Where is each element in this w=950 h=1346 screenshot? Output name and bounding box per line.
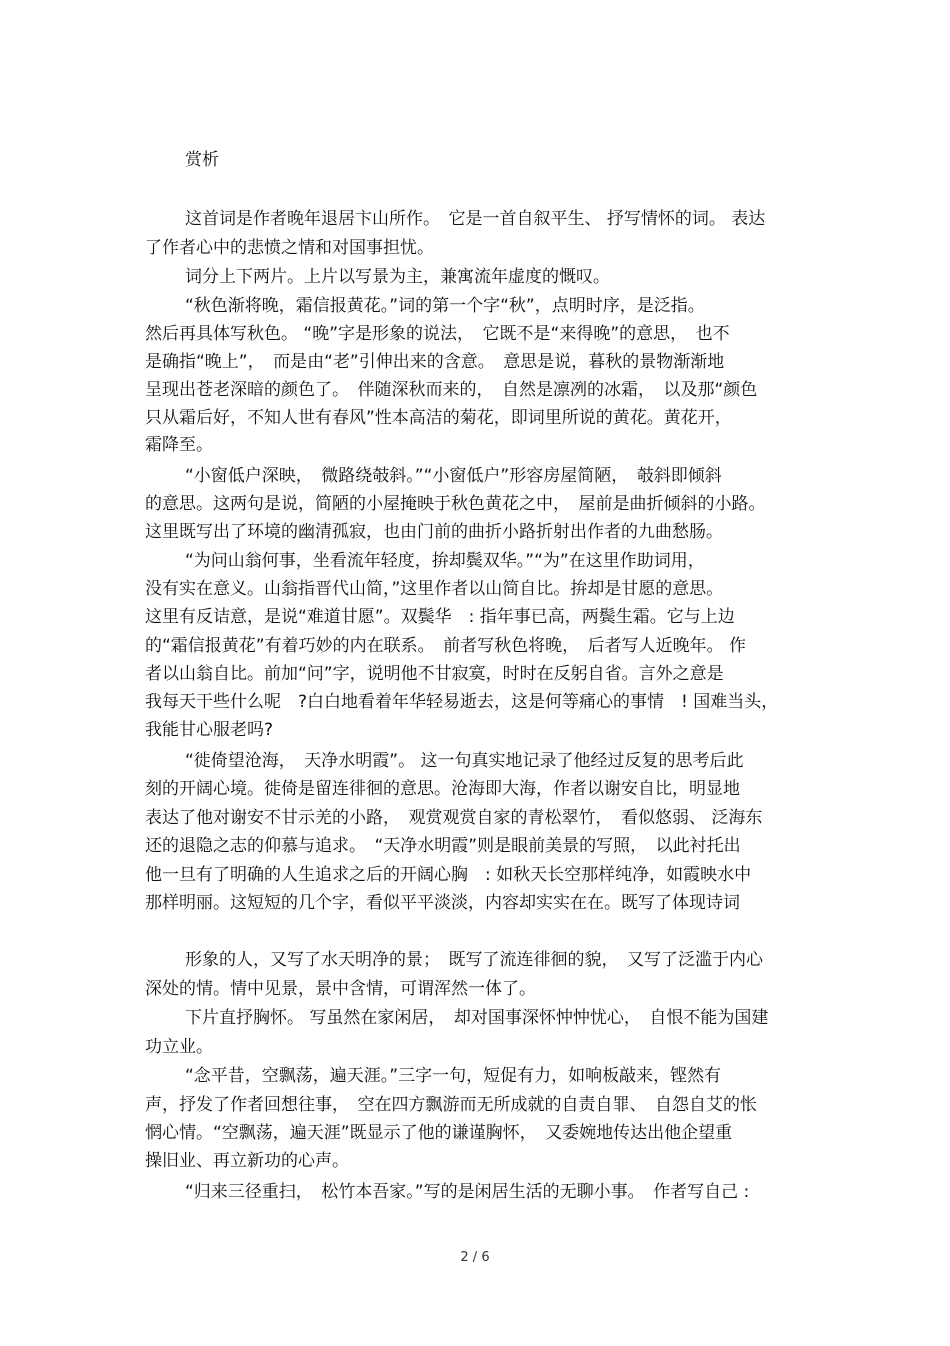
text-line: 只从霜后好，不知人世有春风”性本高洁的菊花，即词里所说的黄花。黄花开， <box>145 408 732 428</box>
text-line: 深处的情。情中见景，景中含情，可谓浑然一体了。 <box>145 979 536 999</box>
text-line: 声，抒发了作者回想往事， 空在四方飘游而无所成就的自责自罪、 自怨自艾的怅 <box>145 1095 757 1115</box>
text-line: “小窗低户深映， 微路绕攲斜。”“小窗低户”形容房屋简陋， 攲斜即倾斜 <box>185 466 722 486</box>
text-line: 没有实在意义。山翁指晋代山简，”这里作者以山简自比。拚却是甘愿的意思。 <box>145 579 724 599</box>
text-line: 下片直抒胸怀。 写虽然在家闲居， 却对国事深怀忡忡忧心， 自恨不能为国建 <box>185 1008 769 1028</box>
text-line: 那样明丽。这短短的几个字，看似平平淡淡，内容却实实在在。既写了体现诗词 <box>145 893 740 913</box>
text-line: 他一旦有了明确的人生追求之后的开阔心胸 : 如秋天长空那样纯净，如霞映水中 <box>145 865 752 885</box>
text-line: 了作者心中的悲愤之情和对国事担忧。 <box>145 238 434 258</box>
text-line: 表达了他对谢安不甘示羌的小路， 观赏观赏自家的青松翠竹， 看似悠弱、 泛海东 <box>145 808 763 828</box>
text-line: 操旧业、再立新功的心声。 <box>145 1151 349 1171</box>
section-heading: 赏析 <box>185 150 219 170</box>
text-line: 还的退隐之志的仰慕与追求。 “天净水明霞”则是眼前美景的写照， 以此衬托出 <box>145 836 741 856</box>
text-line: 功立业。 <box>145 1037 213 1057</box>
text-line: “徙倚望沧海， 天净水明霞”。 这一句真实地记录了他经过反复的思考后此 <box>185 751 744 771</box>
text-line: 这里既写出了环境的幽清孤寂，也由门前的曲折小路折射出作者的九曲愁肠。 <box>145 522 723 542</box>
text-line: 刻的开阔心境。徙倚是留连徘徊的意思。沧海即大海，作者以谢安自比，明显地 <box>145 779 740 799</box>
text-line: 霜降至。 <box>145 435 213 455</box>
text-line: 形象的人，又写了水天明净的景； 既写了流连徘徊的貌， 又写了泛滥于内心 <box>185 950 763 970</box>
page-number: 2 / 6 <box>460 1250 490 1265</box>
text-line: 我能甘心服老吗? <box>145 720 274 740</box>
text-line: “念平昔，空飘荡，遍天涯。”三字一句，短促有力，如响板敲来，铿然有 <box>185 1066 722 1086</box>
text-line: 的意思。这两句是说，简陋的小屋掩映于秋色黄花之中， 屋前是曲折倾斜的小路。 <box>145 494 766 514</box>
text-line: 是确指“晚上”， 而是由“老”引伸出来的含意。 意思是说，暮秋的景物渐渐地 <box>145 352 725 372</box>
text-line: 呈现出苍老深暗的颜色了。 伴随深秋而来的， 自然是凛冽的冰霜， 以及那“颜色 <box>145 380 758 400</box>
text-line: “为问山翁何事，坐看流年轻度，拚却鬓双华。”“为”在这里作助词用， <box>185 551 705 571</box>
text-line: 这里有反诘意，是说“难道甘愿”。双鬓华 : 指年事已高，两鬓生霜。它与上边 <box>145 607 735 627</box>
text-line: 词分上下两片。上片以写景为主，兼寓流年虚度的慨叹。 <box>185 267 610 287</box>
text-line: 惘心情。“空飘荡，遍天涯”既显示了他的谦谨胸怀， 又委婉地传达出他企望重 <box>145 1123 733 1143</box>
text-line: 的“霜信报黄花”有着巧妙的内在联系。 前者写秋色将晚， 后者写人近晚年。 作 <box>145 636 747 656</box>
text-line: “归来三径重扫， 松竹本吾家。”写的是闲居生活的无聊小事。 作者写自己 : <box>185 1182 750 1202</box>
text-line: 我每天干些什么呢 ?白白地看着年华轻易逝去，这是何等痛心的事情 ! 国难当头， <box>145 692 779 712</box>
text-line: 这首词是作者晚年退居卞山所作。 它是一首自叙平生、 抒写情怀的词。 表达 <box>185 209 766 229</box>
text-line: 然后再具体写秋色。 “晚”字是形象的说法， 它既不是“来得晚”的意思， 也不 <box>145 324 730 344</box>
text-line: “秋色渐将晚，霜信报黄花。”词的第一个字“秋”，点明时序，是泛指。 <box>185 296 705 316</box>
text-line: 者以山翁自比。前加“问”字，说明他不甘寂寞，时时在反躬自省。言外之意是 <box>145 664 724 684</box>
